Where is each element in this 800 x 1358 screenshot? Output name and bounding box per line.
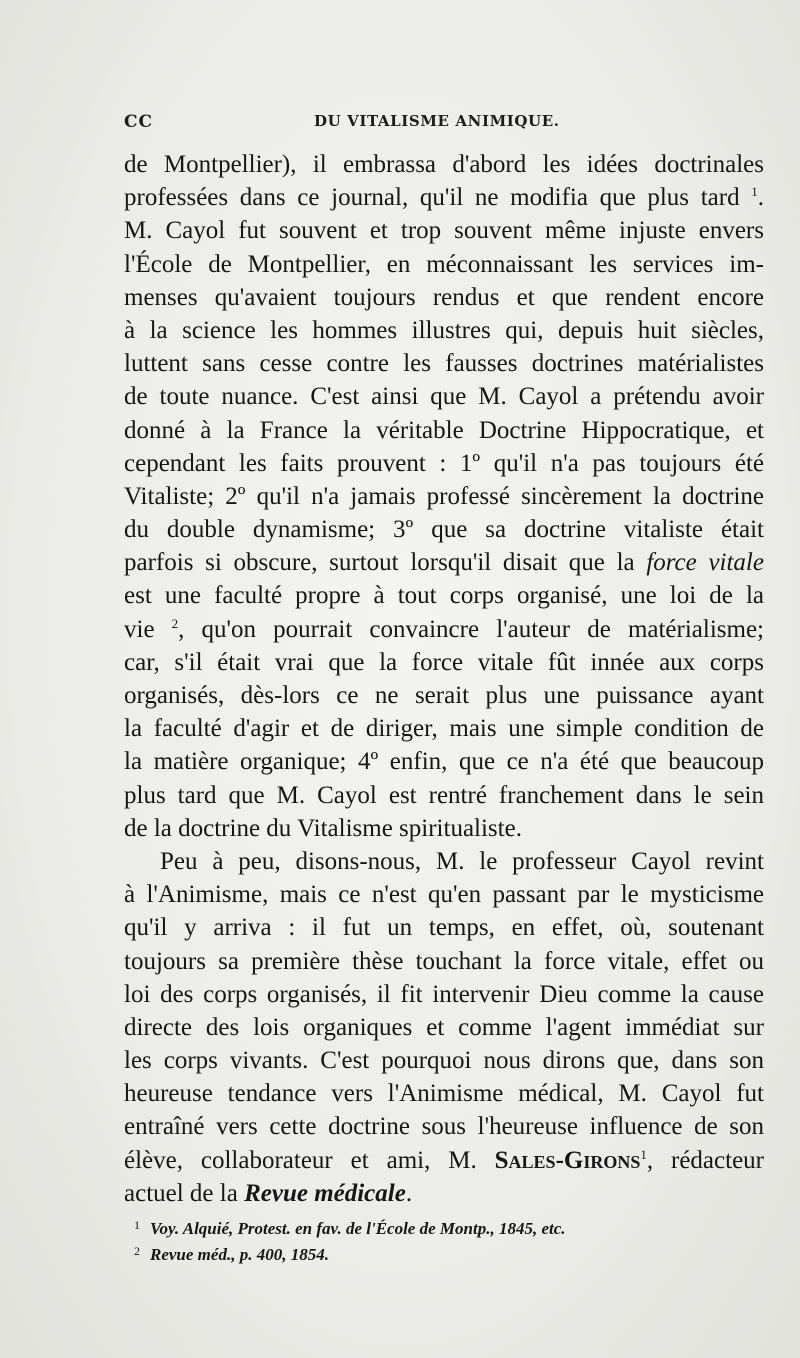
text-line: luttent sans cesse contre les fausses doctrines matérialistes <box>124 350 764 378</box>
footnote-1: $^1$ Voy. Alquié, Protest. en fav. de l'École de Montp., 1845, etc. <box>134 1218 566 1238</box>
author-name: Sales-Girons <box>494 1146 641 1174</box>
footnote-2: $^2$ Revue méd., p. 400, 1854. <box>134 1244 329 1264</box>
text-line: élève, collaborateur et ami, M. Sales-Girons$^1$, rédacteur <box>124 1146 764 1174</box>
text-line: Peu à peu, disons-nous, M. le professeur Cayol revint <box>160 847 764 875</box>
text-line: car, s'il était vrai que la force vitale fût innée aux corps <box>124 648 764 676</box>
text-line: les corps vivants. C'est pourquoi nous dirons que, dans son <box>124 1047 764 1075</box>
italic-term: force vitale <box>646 549 764 577</box>
text-line: plus tard que M. Cayol est rentré franchement dans le sein <box>124 781 764 809</box>
text-line: donné à la France la véritable Doctrine Hippocratique, et <box>124 416 764 444</box>
text-line: directe des lois organiques et comme l'agent immédiat sur <box>124 1013 764 1041</box>
text-line: M. Cayol fut souvent et trop souvent même injuste envers <box>124 217 764 245</box>
footnote-ref: 1 <box>640 1146 647 1162</box>
text-line: à la science les hommes illustres qui, depuis huit siècles, <box>124 316 764 344</box>
journal-title: Revue médicale <box>244 1179 406 1207</box>
text-line: vie $^2$, qu'on pourrait convaincre l'auteur de matérialisme; <box>124 615 764 643</box>
text-line: entraîné vers cette doctrine sous l'heureuse influence de son <box>124 1113 764 1141</box>
text-line: cependant les faits prouvent : 1º qu'il n'a pas toujours été <box>124 449 764 477</box>
text-line: actuel de la Revue médicale. <box>124 1179 413 1207</box>
running-head <box>124 112 684 140</box>
text-line: parfois si obscure, surtout lorsqu'il disait que la force vitale <box>124 549 764 577</box>
footnote-ref: 1 <box>751 184 758 200</box>
text-line: la faculté d'agir et de diriger, mais une simple condition de <box>124 715 764 743</box>
footnote-ref: 2 <box>171 615 179 631</box>
text-line: à l'Animisme, mais ce n'est qu'en passant par le mysticisme <box>124 881 764 909</box>
running-title: DU VITALISME ANIMIQUE. <box>314 112 560 130</box>
text-line: heureuse tendance vers l'Animisme médical, M. Cayol fut <box>124 1080 764 1108</box>
text-line: de Montpellier), il embrassa d'abord les idées doctrinales <box>124 151 764 178</box>
text-line: de la doctrine du Vitalisme spiritualiste. <box>124 814 522 842</box>
body-text <box>124 148 764 1210</box>
text-line: la matière organique; 4º enfin, que ce n'a été que beaucoup <box>124 748 764 776</box>
text-line: de toute nuance. C'est ainsi que M. Cayol a prétendu avoir <box>124 383 764 411</box>
paragraph-2 <box>124 845 764 1210</box>
text-line: loi des corps organisés, il fit intervenir Dieu comme la cause <box>124 980 764 1008</box>
text-line: menses qu'avaient toujours rendus et que rendent encore <box>124 283 764 311</box>
text-line: toujours sa première thèse touchant la force vitale, effet ou <box>124 947 764 975</box>
text-line: Vitaliste; 2º qu'il n'a jamais professé sincèrement la doctrine <box>124 482 764 510</box>
paragraph-1 <box>124 148 764 845</box>
footnotes <box>134 1214 694 1266</box>
text-line: l'École de Montpellier, en méconnaissant les services im- <box>124 250 764 278</box>
text-line: professées dans ce journal, qu'il ne modifia que plus tard $^1$. <box>124 184 764 212</box>
text-line: organisés, dès-lors ce ne serait plus une puissance ayant <box>124 682 764 709</box>
text-line: est une faculté propre à tout corps organisé, une loi de la <box>124 582 764 610</box>
page-number: CC <box>124 112 154 132</box>
text-line: qu'il y arriva : il fut un temps, en effet, où, soutenant <box>124 914 764 942</box>
text-line: du double dynamisme; 3º que sa doctrine vitaliste était <box>124 516 764 544</box>
